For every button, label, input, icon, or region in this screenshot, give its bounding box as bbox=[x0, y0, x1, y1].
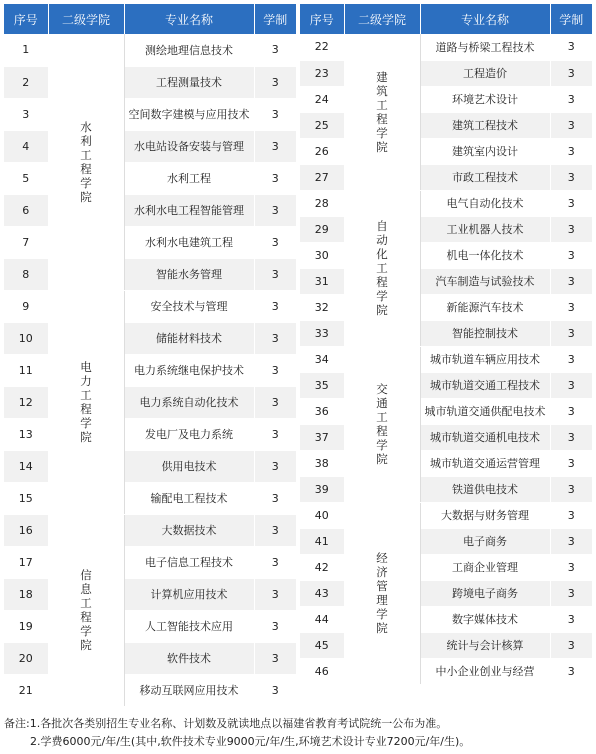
row-major: 大数据与财务管理 bbox=[420, 502, 550, 528]
college-name: 电力工程学院 bbox=[80, 360, 92, 444]
table-row bbox=[300, 424, 592, 450]
table-row bbox=[300, 86, 592, 112]
table-row bbox=[4, 482, 296, 514]
row-seq: 14 bbox=[4, 450, 48, 482]
table-row bbox=[300, 528, 592, 554]
row-years: 3 bbox=[254, 66, 296, 98]
row-major: 统计与会计核算 bbox=[420, 632, 550, 658]
row-years: 3 bbox=[254, 98, 296, 130]
table-body bbox=[300, 34, 592, 684]
row-seq: 36 bbox=[300, 398, 344, 424]
row-years: 3 bbox=[550, 60, 592, 86]
row-years: 3 bbox=[254, 194, 296, 226]
row-major: 水利水电工程智能管理 bbox=[124, 194, 254, 226]
row-years: 3 bbox=[550, 632, 592, 658]
row-major: 空间数字建模与应用技术 bbox=[124, 98, 254, 130]
row-major: 城市轨道交通工程技术 bbox=[420, 372, 550, 398]
row-seq: 39 bbox=[300, 476, 344, 502]
row-years: 3 bbox=[550, 554, 592, 580]
row-seq: 33 bbox=[300, 320, 344, 346]
row-years: 3 bbox=[254, 610, 296, 642]
row-seq: 8 bbox=[4, 258, 48, 290]
table-row bbox=[4, 514, 296, 546]
college-name: 水利工程学院 bbox=[80, 119, 92, 204]
row-seq: 34 bbox=[300, 346, 344, 372]
row-years: 3 bbox=[254, 642, 296, 674]
table-row bbox=[300, 164, 592, 190]
row-major: 建筑工程技术 bbox=[420, 112, 550, 138]
row-major: 机电一体化技术 bbox=[420, 242, 550, 268]
row-years: 3 bbox=[254, 514, 296, 546]
college-cell bbox=[48, 514, 124, 706]
row-seq: 41 bbox=[300, 528, 344, 554]
row-major: 电子信息工程技术 bbox=[124, 546, 254, 578]
row-years: 3 bbox=[254, 322, 296, 354]
table-row bbox=[4, 386, 296, 418]
table-row bbox=[4, 258, 296, 290]
row-major: 人工智能技术应用 bbox=[124, 610, 254, 642]
row-seq: 2 bbox=[4, 66, 48, 98]
row-years: 3 bbox=[550, 528, 592, 554]
row-seq: 17 bbox=[4, 546, 48, 578]
row-major: 新能源汽车技术 bbox=[420, 294, 550, 320]
row-seq: 31 bbox=[300, 268, 344, 294]
row-major: 水利水电建筑工程 bbox=[124, 226, 254, 258]
row-major: 电子商务 bbox=[420, 528, 550, 554]
majors-table-left bbox=[4, 4, 296, 707]
row-seq: 24 bbox=[300, 86, 344, 112]
row-years: 3 bbox=[254, 418, 296, 450]
table-row bbox=[4, 194, 296, 226]
college-name: 建筑工程学院 bbox=[376, 69, 388, 154]
row-major: 移动互联网应用技术 bbox=[124, 674, 254, 706]
table-row bbox=[300, 502, 592, 528]
row-major: 城市轨道交通机电技术 bbox=[420, 424, 550, 450]
row-years: 3 bbox=[550, 424, 592, 450]
college-name: 自动化工程学院 bbox=[376, 219, 388, 317]
row-major: 汽车制造与试验技术 bbox=[420, 268, 550, 294]
row-major: 水利工程 bbox=[124, 162, 254, 194]
row-seq: 11 bbox=[4, 354, 48, 386]
college-cell bbox=[344, 346, 420, 502]
table-row bbox=[4, 546, 296, 578]
table-body bbox=[4, 34, 296, 706]
row-major: 供用电技术 bbox=[124, 450, 254, 482]
table-row bbox=[300, 372, 592, 398]
row-years: 3 bbox=[254, 290, 296, 322]
row-major: 智能控制技术 bbox=[420, 320, 550, 346]
row-seq: 6 bbox=[4, 194, 48, 226]
row-seq: 10 bbox=[4, 322, 48, 354]
row-years: 3 bbox=[550, 658, 592, 684]
row-major: 电力系统自动化技术 bbox=[124, 386, 254, 418]
row-seq: 35 bbox=[300, 372, 344, 398]
college-cell bbox=[344, 502, 420, 684]
college-cell bbox=[344, 190, 420, 346]
table-row bbox=[300, 320, 592, 346]
college-cell bbox=[48, 290, 124, 514]
table-row bbox=[300, 606, 592, 632]
row-seq: 20 bbox=[4, 642, 48, 674]
row-years: 3 bbox=[254, 450, 296, 482]
header-seq: 序号 bbox=[4, 4, 48, 34]
row-years: 3 bbox=[550, 112, 592, 138]
row-seq: 19 bbox=[4, 610, 48, 642]
table-row bbox=[4, 98, 296, 130]
row-major: 跨境电子商务 bbox=[420, 580, 550, 606]
row-years: 3 bbox=[254, 546, 296, 578]
row-seq: 27 bbox=[300, 164, 344, 190]
college-name: 经济管理学院 bbox=[376, 551, 388, 635]
table-row bbox=[300, 34, 592, 60]
table-row bbox=[300, 60, 592, 86]
note-line-1: 备注:1.各批次各类别招生专业名称、计划数及就读地点以福建省教育考试院统一公布为准。 bbox=[4, 717, 448, 730]
row-years: 3 bbox=[550, 86, 592, 112]
row-seq: 32 bbox=[300, 294, 344, 320]
row-years: 3 bbox=[550, 476, 592, 502]
row-seq: 15 bbox=[4, 482, 48, 514]
row-major: 计算机应用技术 bbox=[124, 578, 254, 610]
table-row bbox=[300, 476, 592, 502]
table-row bbox=[300, 658, 592, 684]
table-row bbox=[4, 162, 296, 194]
row-major: 电力系统继电保护技术 bbox=[124, 354, 254, 386]
row-seq: 23 bbox=[300, 60, 344, 86]
note-line-2: 2.学费6000元/年/生(其中,软件技术专业9000元/年/生,环境艺术设计专业7200元/年/生)。 bbox=[30, 735, 471, 748]
table-row bbox=[300, 580, 592, 606]
row-major: 电气自动化技术 bbox=[420, 190, 550, 216]
row-seq: 12 bbox=[4, 386, 48, 418]
table-row bbox=[4, 450, 296, 482]
row-seq: 42 bbox=[300, 554, 344, 580]
row-major: 数字媒体技术 bbox=[420, 606, 550, 632]
table-row bbox=[300, 268, 592, 294]
row-major: 测绘地理信息技术 bbox=[124, 34, 254, 66]
table-row bbox=[300, 138, 592, 164]
table-row bbox=[4, 226, 296, 258]
row-seq: 44 bbox=[300, 606, 344, 632]
table-row bbox=[300, 398, 592, 424]
row-seq: 16 bbox=[4, 514, 48, 546]
row-major: 市政工程技术 bbox=[420, 164, 550, 190]
college-name: 信息工程学院 bbox=[80, 568, 92, 652]
table-row bbox=[4, 578, 296, 610]
row-seq: 30 bbox=[300, 242, 344, 268]
row-seq: 46 bbox=[300, 658, 344, 684]
row-seq: 4 bbox=[4, 130, 48, 162]
header-college: 二级学院 bbox=[48, 4, 124, 34]
row-major: 环境艺术设计 bbox=[420, 86, 550, 112]
row-seq: 21 bbox=[4, 674, 48, 706]
table-header-row bbox=[300, 4, 592, 34]
row-seq: 9 bbox=[4, 290, 48, 322]
row-years: 3 bbox=[550, 320, 592, 346]
row-major: 铁道供电技术 bbox=[420, 476, 550, 502]
table-row bbox=[4, 674, 296, 706]
header-years: 学制 bbox=[254, 4, 296, 34]
row-seq: 43 bbox=[300, 580, 344, 606]
table-row bbox=[300, 190, 592, 216]
row-years: 3 bbox=[254, 162, 296, 194]
row-major: 中小企业创业与经营 bbox=[420, 658, 550, 684]
row-major: 城市轨道交通运营管理 bbox=[420, 450, 550, 476]
row-major: 智能水务管理 bbox=[124, 258, 254, 290]
table-row bbox=[4, 354, 296, 386]
row-seq: 1 bbox=[4, 34, 48, 66]
header-major: 专业名称 bbox=[420, 4, 550, 34]
row-years: 3 bbox=[254, 674, 296, 706]
table-row bbox=[4, 642, 296, 674]
table-row bbox=[300, 632, 592, 658]
notes bbox=[4, 715, 594, 751]
row-major: 城市轨道车辆应用技术 bbox=[420, 346, 550, 372]
row-seq: 5 bbox=[4, 162, 48, 194]
row-years: 3 bbox=[550, 138, 592, 164]
table-row bbox=[4, 290, 296, 322]
header-seq: 序号 bbox=[300, 4, 344, 34]
row-major: 工程测量技术 bbox=[124, 66, 254, 98]
table-row bbox=[4, 130, 296, 162]
row-years: 3 bbox=[550, 450, 592, 476]
header-years: 学制 bbox=[550, 4, 592, 34]
row-seq: 3 bbox=[4, 98, 48, 130]
row-major: 储能材料技术 bbox=[124, 322, 254, 354]
row-years: 3 bbox=[550, 190, 592, 216]
row-years: 3 bbox=[550, 502, 592, 528]
row-seq: 18 bbox=[4, 578, 48, 610]
table-row bbox=[300, 216, 592, 242]
row-major: 工程造价 bbox=[420, 60, 550, 86]
table-row bbox=[300, 346, 592, 372]
row-years: 3 bbox=[550, 346, 592, 372]
college-name: 交通工程学院 bbox=[376, 382, 388, 466]
row-years: 3 bbox=[550, 398, 592, 424]
row-major: 大数据技术 bbox=[124, 514, 254, 546]
row-seq: 45 bbox=[300, 632, 344, 658]
table-row bbox=[300, 242, 592, 268]
row-major: 道路与桥梁工程技术 bbox=[420, 34, 550, 60]
row-seq: 40 bbox=[300, 502, 344, 528]
row-years: 3 bbox=[550, 606, 592, 632]
row-seq: 26 bbox=[300, 138, 344, 164]
row-major: 建筑室内设计 bbox=[420, 138, 550, 164]
row-seq: 22 bbox=[300, 34, 344, 60]
row-seq: 37 bbox=[300, 424, 344, 450]
row-years: 3 bbox=[254, 226, 296, 258]
table-row bbox=[4, 66, 296, 98]
row-major: 发电厂及电力系统 bbox=[124, 418, 254, 450]
row-major: 安全技术与管理 bbox=[124, 290, 254, 322]
row-years: 3 bbox=[550, 268, 592, 294]
row-seq: 25 bbox=[300, 112, 344, 138]
college-cell bbox=[344, 34, 420, 190]
table-row bbox=[4, 610, 296, 642]
row-major: 水电站设备安装与管理 bbox=[124, 130, 254, 162]
row-years: 3 bbox=[550, 294, 592, 320]
table-row bbox=[300, 294, 592, 320]
row-years: 3 bbox=[550, 216, 592, 242]
row-major: 软件技术 bbox=[124, 642, 254, 674]
row-years: 3 bbox=[254, 354, 296, 386]
row-seq: 29 bbox=[300, 216, 344, 242]
row-major: 工商企业管理 bbox=[420, 554, 550, 580]
row-years: 3 bbox=[550, 34, 592, 60]
row-years: 3 bbox=[254, 34, 296, 66]
table-header-row bbox=[4, 4, 296, 34]
row-years: 3 bbox=[254, 130, 296, 162]
table-row bbox=[4, 34, 296, 66]
table-row bbox=[300, 112, 592, 138]
row-seq: 13 bbox=[4, 418, 48, 450]
row-years: 3 bbox=[254, 258, 296, 290]
table-row bbox=[4, 418, 296, 450]
row-years: 3 bbox=[550, 372, 592, 398]
table-row bbox=[4, 322, 296, 354]
row-major: 城市轨道交通供配电技术 bbox=[420, 398, 550, 424]
row-years: 3 bbox=[254, 578, 296, 610]
row-years: 3 bbox=[254, 482, 296, 514]
row-years: 3 bbox=[254, 386, 296, 418]
row-seq: 7 bbox=[4, 226, 48, 258]
row-seq: 28 bbox=[300, 190, 344, 216]
table-row bbox=[300, 554, 592, 580]
row-years: 3 bbox=[550, 164, 592, 190]
table-row bbox=[300, 450, 592, 476]
majors-table-right bbox=[300, 4, 592, 685]
header-major: 专业名称 bbox=[124, 4, 254, 34]
row-major: 工业机器人技术 bbox=[420, 216, 550, 242]
header-college: 二级学院 bbox=[344, 4, 420, 34]
row-years: 3 bbox=[550, 580, 592, 606]
row-major: 输配电工程技术 bbox=[124, 482, 254, 514]
row-years: 3 bbox=[550, 242, 592, 268]
college-cell bbox=[48, 34, 124, 290]
row-seq: 38 bbox=[300, 450, 344, 476]
